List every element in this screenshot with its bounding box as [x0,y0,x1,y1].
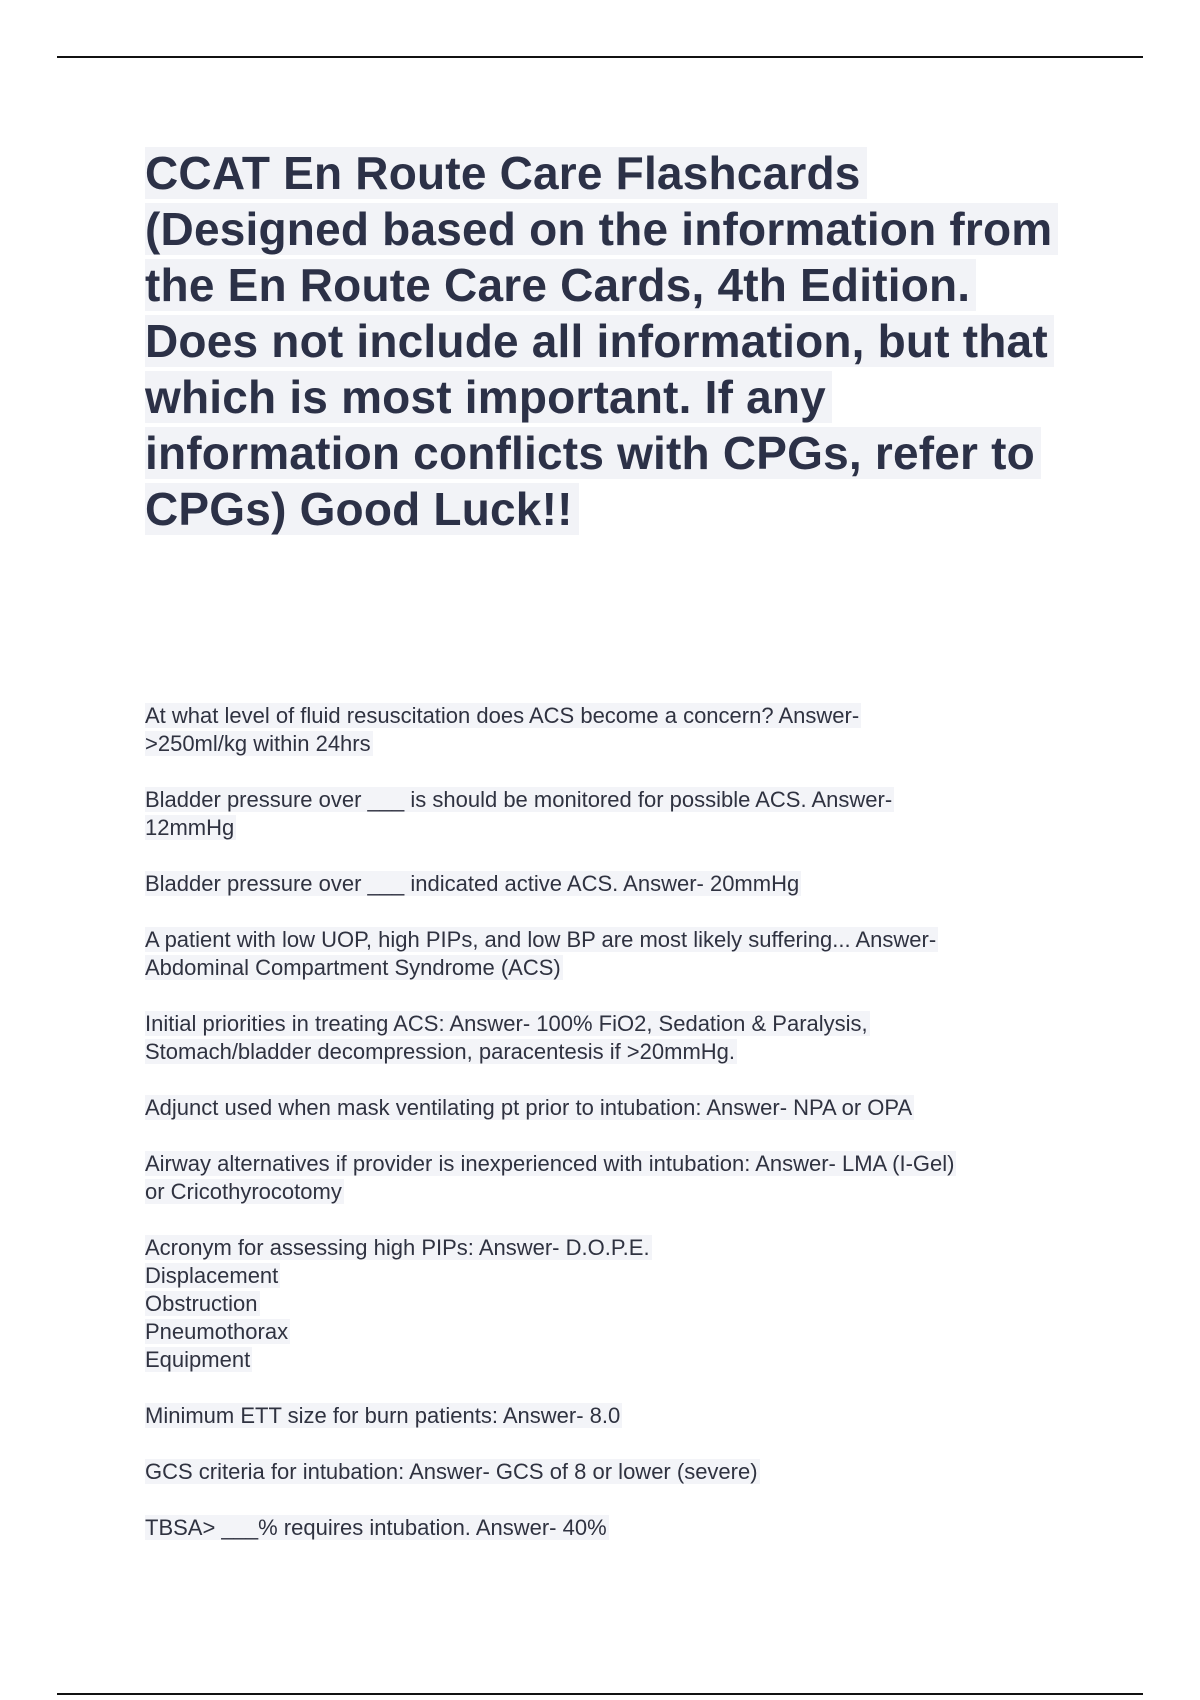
flashcard-line [145,1094,1075,1122]
flashcard-line-text: TBSA> ___% requires intubation. Answer- 40% [145,1515,607,1540]
flashcard-line-text: Abdominal Compartment Syndrome (ACS) [145,955,561,980]
flashcard-line [145,702,1075,730]
flashcard-line-text: Stomach/bladder decompression, paracentesis if >20mmHg. [145,1039,736,1064]
flashcard-line [145,1290,1075,1318]
flashcard-line-text: 12mmHg [145,815,235,840]
flashcard-item [145,926,1075,982]
flashcard-line-text: or Cricothyrocotomy [145,1179,342,1204]
flashcard-item [145,1458,1075,1486]
flashcard-line-text: GCS criteria for intubation: Answer- GCS of 8 or lower (severe) [145,1459,758,1484]
flashcard-line [145,870,1075,898]
flashcard-line [145,926,1075,954]
document-title [145,145,1055,537]
flashcard-line-text: Initial priorities in treating ACS: Answer- 100% FiO2, Sedation & Paralysis, [145,1011,868,1036]
flashcard-line-text: Bladder pressure over ___ indicated active ACS. Answer- 20mmHg [145,871,800,896]
flashcard-line [145,1346,1075,1374]
flashcard-line [145,1038,1075,1066]
flashcard-line-text: Obstruction [145,1291,258,1316]
flashcard-line-text: A patient with low UOP, high PIPs, and low BP are most likely suffering... Answer- [145,927,937,952]
flashcard-line [145,730,1075,758]
flashcard-line-text: At what level of fluid resuscitation does ACS become a concern? Answer- [145,703,860,728]
flashcard-line [145,1150,1075,1178]
top-rule [57,56,1143,58]
flashcard-item [145,1234,1075,1374]
flashcard-item [145,1514,1075,1542]
flashcard-item [145,1150,1075,1206]
flashcard-line [145,1318,1075,1346]
flashcard-line-text: Acronym for assessing high PIPs: Answer- D.O.P.E. [145,1235,650,1260]
flashcard-list [145,702,1075,1570]
flashcard-line [145,1402,1075,1430]
flashcard-line-text: >250ml/kg within 24hrs [145,731,371,756]
flashcard-item [145,1402,1075,1430]
flashcard-line [145,1514,1075,1542]
flashcard-line-text: Adjunct used when mask ventilating pt prior to intubation: Answer- NPA or OPA [145,1095,913,1120]
bottom-rule [57,1693,1143,1695]
flashcard-item [145,702,1075,758]
flashcard-line [145,1458,1075,1486]
document-title-text: CCAT En Route Care Flashcards (Designed based on the information from the En Route Care Cards, 4th Edition. Does not include all information, but that which is most important. If any information conflicts with CPGs, refer to CPGs) Good Luck!! [145,147,1058,535]
flashcard-item [145,870,1075,898]
flashcard-line-text: Minimum ETT size for burn patients: Answer- 8.0 [145,1403,621,1428]
flashcard-line [145,786,1075,814]
flashcard-line-text: Pneumothorax [145,1319,289,1344]
flashcard-line-text: Bladder pressure over ___ is should be monitored for possible ACS. Answer- [145,787,893,812]
flashcard-line-text: Displacement [145,1263,279,1288]
title-block [145,145,1055,537]
flashcard-line [145,814,1075,842]
flashcard-line-text: Airway alternatives if provider is inexperienced with intubation: Answer- LMA (I-Gel) [145,1151,955,1176]
flashcard-item [145,1094,1075,1122]
flashcard-line [145,1234,1075,1262]
flashcard-line [145,1262,1075,1290]
flashcard-line-text: Equipment [145,1347,251,1372]
flashcard-item [145,786,1075,842]
flashcard-line [145,954,1075,982]
flashcard-item [145,1010,1075,1066]
flashcard-line [145,1010,1075,1038]
flashcard-line [145,1178,1075,1206]
